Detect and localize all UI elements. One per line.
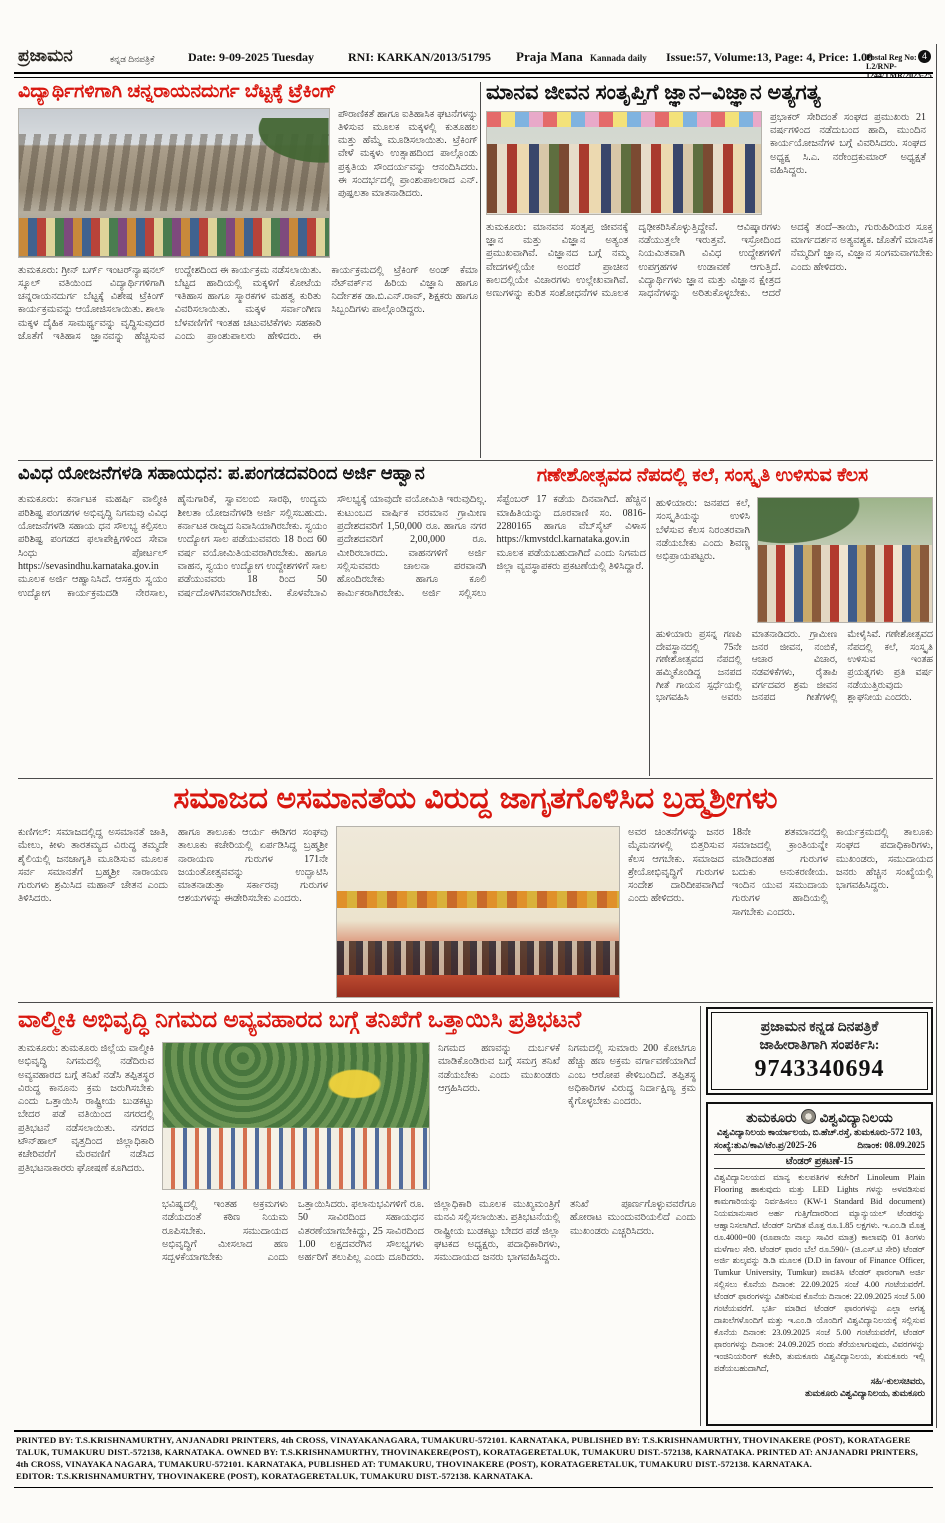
advertisement-box [706,1007,933,1095]
trekking-hill-photo [18,108,330,258]
article-ganesh-side-column: ಹುಳಿಯಾರು: ಜನಪದ ಕಲೆ, ಸಂಸ್ಕೃತಿಯನ್ನು ಉಳಿಸಿ ಬೆಳೆಸುವ ಕೆಲಸ ನಿರಂತರವಾಗಿ ನಡೆಯಬೇಕು ಎಂದು ಶಿವಣ್ಣ ಅಭಿಪ್ರಾಯಪಟ್ಟರು. [656,498,750,563]
ganesh-event-photo [757,497,933,623]
article-valmiki-lead-column: ತುಮಕೂರು: ತುಮಕೂರು ಜಿಲ್ಲೆಯ ವಾಲ್ಮೀಕಿ ಅಭಿವೃದ್ಧಿ ನಿಗಮದಲ್ಲಿ ನಡೆದಿರುವ ಅವ್ಯವಹಾರದ ಬಗ್ಗೆ ತನಿಖೆ ನಡೆಸಿ ತಪ್ಪಿತಸ್ಥರ ವಿರುದ್ಧ ಕಾನೂನು ಕ್ರಮ ಜರುಗಿಸಬೇಕು ಎಂದು ಒತ್ತಾಯಿಸಿ ರಾಷ್ಟ್ರೀಯ ಬುಡಕಟ್ಟು ಬೇದರ ಪಡೆ ವತಿಯಿಂದ ನಗರದಲ್ಲಿ ಪ್ರತಿಭಟನೆ ನಡೆಸಲಾಯಿತು. ನಗರದ ಟೌನ್‌ಹಾಲ್ ವೃತ್ತದಿಂದ ಜಿಲ್ಲಾಧಿಕಾರಿ ಕಚೇರಿವರೆಗೆ ಮೆರವಣಿಗೆ ನಡೆಸಿದ ಪ್ರತಿಭಟನಾಕಾರರು ಘೋಷಣೆ ಕೂಗಿದರು. [18,1043,154,1174]
article-valmiki-body: ಭವಿಷ್ಯದಲ್ಲಿ ಇಂತಹ ಅಕ್ರಮಗಳು ನಡೆಯದಂತೆ ಕಠಿಣ ನಿಯಮ ರೂಪಿಸಬೇಕು. ಸಮುದಾಯದ ಅಭಿವೃದ್ಧಿಗೆ ಮೀಸಲಾದ ಹಣ ಸದ್ಬಳಕೆಯಾಗಬೇಕು ಎಂದು ಒತ್ತಾಯಿಸಿದರು. ಫಲಾನುಭವಿಗಳಿಗೆ ರೂ. 50 ಸಾವಿರದಿಂದ ಸಹಾಯಧನ ವಿತರಣೆಯಾಗಬೇಕಿದ್ದು, 25 ಸಾವಿರದಿಂದ 1.00 ಲಕ್ಷದವರೆಗಿನ ಸೌಲಭ್ಯಗಳು ಅರ್ಹರಿಗೆ ತಲುಪಿಲ್ಲ ಎಂದು ದೂರಿದರು. ಜಿಲ್ಲಾಧಿಕಾರಿ ಮೂಲಕ ಮುಖ್ಯಮಂತ್ರಿಗೆ ಮನವಿ ಸಲ್ಲಿಸಲಾಯಿತು. ಪ್ರತಿಭಟನೆಯಲ್ಲಿ ರಾಷ್ಟ್ರೀಯ ಬುಡಕಟ್ಟು ಬೇದರ ಪಡೆ ಜಿಲ್ಲಾ ಘಟಕದ ಅಧ್ಯಕ್ಷರು, ಪದಾಧಿಕಾರಿಗಳು, ಸಮುದಾಯದ ಜನರು ಭಾಗವಹಿಸಿದ್ದರು. ತನಿಖೆ ಪೂರ್ಣಗೊಳ್ಳುವವರೆಗೂ ಹೋರಾಟ ಮುಂದುವರಿಯಲಿದೆ ಎಂದು ಮುಖಂಡರು ಎಚ್ಚರಿಸಿದರು. [162,1199,696,1264]
row-divider-2 [18,778,933,779]
brahmashree-col-right-1: ಅವರ ಚಿಂತನೆಗಳನ್ನು ಜನರ ಮೈಮನಗಳಲ್ಲಿ ಬಿತ್ತರಿಸುವ ಕೆಲಸ ಆಗಬೇಕು. ಸಮಾಜದ ಶ್ರೇಯೋಭಿವೃದ್ಧಿಗೆ ಗುರುಗಳ ಸಂದೇಶ ದಾರಿದೀಪವಾಗಿದೆ ಎಂದು ಹೇಳಿದರು. [628,827,724,905]
jayanti-stage-photo [336,826,620,998]
imprint-line-3: 4th CROSS, VINAYAKA NAGARA, TUMAKURU-572101. KARNATAKA, PUBLISHED AT: TUMAKURU, THOVINAKERE (POST), KORATAGERETALUK, TUMAKURU DIST.-572138. KARNATAKA. [16,1458,812,1469]
page-number-badge: 4 [918,50,931,63]
article-trekking-headline: ವಿದ್ಯಾರ್ಥಿಗಳಿಗಾಗಿ ಚನ್ನರಾಯನದುರ್ಗ ಬೆಟ್ಟಕ್ಕೆ ಟ್ರೆಕಿಂಗ್ [18,81,337,102]
column-divider-3 [700,1006,701,1426]
tender-org-left: ತುಮಕೂರು [746,1110,797,1125]
article-valmiki-top-col-1: ನಿಗಮದ ಹಣವನ್ನು ದುರ್ಬಳಕೆ ಮಾಡಿಕೊಂಡಿರುವ ಬಗ್ಗೆ ಸಮಗ್ರ ತನಿಖೆ ನಡೆಯಬೇಕು ಎಂದು ಮುಖಂಡರು ಆಗ್ರಹಿಸಿದರು. [438,1043,560,1094]
imprint-line-1: PRINTED BY: T.S.KRISHNAMURTHY, ANJANADRI PRINTERS, 4th CROSS, VINAYAKANAGARA, TUMAKURU-572101. KARNATAKA, PUBLISHED BY: T.S.KRISHNAMURTHY, THOVINAKERE (POST), KORATAGERE [16,1435,911,1445]
page-edge-rule [936,44,937,1428]
brahmashree-col-right-2: 18ನೇ ಶತಮಾನದಲ್ಲಿ ಸಮಾಜದಲ್ಲಿ ಕ್ರಾಂತಿಯನ್ನೇ ಮಾಡಿದಂತಹ ಗುರುಗಳ ಬದುಕು ಅನುಕರಣೀಯ. ಇಂದಿನ ಯುವ ಸಮುದಾಯ ಗುರುಗಳ ಹಾದಿಯಲ್ಲಿ ಸಾಗಬೇಕು ಎಂದರು. [732,827,828,918]
article-brahmashree-headline: ಸಮಾಜದ ಅಸಮಾನತೆಯ ವಿರುದ್ದ ಜಾಗೃತಗೊಳಿಸಿದ ಬ್ರಹ್ಮಶ್ರೀಗಳು [173,782,778,815]
tender-title: ಟೆಂಡರ್ ಪ್ರಕಟಣೆ-15 [714,1154,925,1169]
masthead-date: Date: 9-09-2025 Tuesday [188,50,315,64]
article-brahmashree [18,826,933,998]
masthead-rule [14,72,933,78]
article-knowledge-body: ತುಮಕೂರು: ಮಾನವನ ಸಂತೃಪ್ತ ಜೀವನಕ್ಕೆ ಜ್ಞಾನ ಮತ್ತು ವಿಜ್ಞಾನ ಅತ್ಯಂತ ಪ್ರಮುಖವಾಗಿವೆ. ವಿಜ್ಞಾನದ ಬಗ್ಗೆ ನಮ್ಮ ವೇದಗಳಲ್ಲಿಯೇ ಅಂದರೆ ಪ್ರಾಚೀನ ಕಾಲದಲ್ಲಿಯೇ ವಿಚಾರಗಳು ಉಲ್ಲೇಖವಾಗಿವೆ. ಅಣುಗಳನ್ನು ಕುರಿತ ಸಂಶೋಧನೆಗಳ ಮೂಲಕ ದೃಢೀಕರಿಸಿಕೊಳ್ಳುತ್ತಿದ್ದೇವೆ. ಆವಿಷ್ಕಾರಗಳು ನಡೆಯುತ್ತಲೇ ಇರುತ್ತವೆ. ಇಸ್ರೋದಿಂದ ನಿಯಮಿತವಾಗಿ ವಿವಿಧ ಉದ್ದೇಶಗಳಿಗೆ ಉಪಗ್ರಹಗಳ ಉಡಾವಣೆ ಆಗುತ್ತಿದೆ. ವಿದ್ಯಾರ್ಥಿಗಳು ಜ್ಞಾನ ಮತ್ತು ವಿಜ್ಞಾನ ಕ್ಷೇತ್ರದ ಸಾಧನೆಗಳನ್ನು ಅರಿತುಕೊಳ್ಳಬೇಕು. ಆದರೆ ಅದಕ್ಕೆ ತಂದೆ–ತಾಯಿ, ಗುರುಹಿರಿಯರ ಸೂಕ್ತ ಮಾರ್ಗದರ್ಶನ ಅತ್ಯವಶ್ಯಕ. ಜೊತೆಗೆ ಮಾನಸಿಕ ನೆಮ್ಮದಿಗೆ ಜ್ಞಾನ, ವಿಜ್ಞಾನ ಸಂಗಮವಾಗಬೇಕು ಎಂದು ಹೇಳಿದರು. [486,221,933,300]
article-subsidy-body: ತುಮಕೂರು: ಕರ್ನಾಟಕ ಮಹರ್ಷಿ ವಾಲ್ಮೀಕಿ ಪರಿಶಿಷ್ಟ ಪಂಗಡಗಳ ಅಭಿವೃದ್ಧಿ ನಿಗಮವು ವಿವಿಧ ಯೋಜನೆಗಳಡಿ ಸಹಾಯ ಧನ ಸೌಲಭ್ಯ ಕಲ್ಪಿಸಲು ಪರಿಶಿಷ್ಟ ಪಂಗಡದ ಫಲಾಪೇಕ್ಷಿಗಳಿಂದ ಸೇವಾ ಸಿಂಧು ಪೋರ್ಟಲ್ https://sevasindhu.karnataka.gov.in ಮೂಲಕ ಅರ್ಜಿ ಆಹ್ವಾನಿಸಿದೆ. ಆಸಕ್ತರು ಸ್ವಯಂ ಉದ್ಯೋಗ ಕಾರ್ಯಕ್ರಮದಡಿ ನೇರಸಾಲ, ಹೈನುಗಾರಿಕೆ, ಸ್ವಾವಲಂಬಿ ಸಾರಥಿ, ಉದ್ಯಮ ಶೀಲತಾ ಯೋಜನೆಗಳಡಿ ಅರ್ಜಿ ಸಲ್ಲಿಸಬಹುದು. ಕರ್ನಾಟಕ ರಾಜ್ಯದ ನಿವಾಸಿಯಾಗಿರಬೇಕು. ಸ್ವಯಂ ಉದ್ಯೋಗ ಸಾಲ ಪಡೆಯುವವರು 18 ರಿಂದ 60 ವರ್ಷ ವಯೋಮಿತಿಯವರಾಗಿರಬೇಕು. ಹಾಗೂ ವಾಹನ, ಸ್ವಯಂ ಉದ್ಯೋಗ ಉದ್ದೇಶಗಳಿಗೆ ಸಾಲ ಪಡೆಯುವವರು 18 ರಿಂದ 50 ವರ್ಷದೊಳಗಿನವರಾಗಿರಬೇಕು. ಕೊಳವೆಬಾವಿ ಸೌಲಭ್ಯಕ್ಕೆ ಯಾವುದೇ ವಯೋಮಿತಿ ಇರುವುದಿಲ್ಲ. ಕುಟುಂಬದ ವಾರ್ಷಿಕ ವರಮಾನ ಗ್ರಾಮೀಣ ಪ್ರದೇಶದವರಿಗೆ 1,50,000 ರೂ. ಹಾಗೂ ನಗರ ಪ್ರದೇಶದವರಿಗೆ 2,00,000 ರೂ. ಮೀರಿರಬಾರದು. ವಾಹನಗಳಿಗೆ ಅರ್ಜಿ ಸಲ್ಲಿಸುವವರು ಚಾಲನಾ ಪರವಾನಗಿ ಹೊಂದಿರಬೇಕು ಹಾಗೂ ಕೂಲಿ ಕಾರ್ಮಿಕರಾಗಿರಬೇಕು. ಅರ್ಜಿ ಸಲ್ಲಿಸಲು ಸೆಪ್ಟೆಂಬರ್ 17 ಕಡೆಯ ದಿನವಾಗಿದೆ. ಹೆಚ್ಚಿನ ಮಾಹಿತಿಯನ್ನು ದೂರವಾಣಿ ಸಂ. 0816-2280165 ಹಾಗೂ ವೆಬ್‌ಸೈಟ್ ವಿಳಾಸ https://kmvstdcl.karnataka.gov.in ಮೂಲಕ ಪಡೆಯಬಹುದಾಗಿದೆ ಎಂದು ನಿಗಮದ ಜಿಲ್ಲಾ ವ್ಯವಸ್ಥಾಪಕರು ಪ್ರಕಟಣೆಯಲ್ಲಿ ತಿಳಿಸಿದ್ದಾರೆ. [18,494,646,599]
tender-signature-2: ತುಮಕೂರು ವಿಶ್ವವಿದ್ಯಾನಿಲಯ, ತುಮಕೂರು [804,1387,925,1398]
brahmashree-col-right-3: ಕಾರ್ಯಕ್ರಮದಲ್ಲಿ ತಾಲೂಕು ಸಂಘದ ಪದಾಧಿಕಾರಿಗಳು, ಮುಖಂಡರು, ಸಮುದಾಯದ ಜನರು ಹೆಚ್ಚಿನ ಸಂಖ್ಯೆಯಲ್ಲಿ ಭಾಗವಹಿಸಿದ್ದರು. [836,827,933,892]
paper-logo-kannada: ಪ್ರಜಾಮನ [18,46,73,65]
ad-phone-number: 9743340694 [754,1055,885,1082]
article-subsidy [18,464,646,776]
article-ganesh [656,497,933,776]
article-subsidy-headline: ವಿವಿಧ ಯೋಜನೆಗಳಡಿ ಸಹಾಯಧನ: ಪ.ಪಂಗಡದವರಿಂದ ಅರ್ಜಿ ಆಹ್ವಾನ [18,463,425,483]
protest-march-photo [162,1042,430,1190]
function-group-photo [486,111,762,215]
tender-body: ವಿಶ್ವವಿದ್ಯಾನಿಲಯದ ಮಾನ್ಯ ಕುಲಪತಿಗಳ ಕಚೇರಿಗೆ Linoleum Plain Flooring ಹಾಕುವುದು ಮತ್ತು LED Lights ಗಳನ್ನು ಅಳವಡಿಸುವ ಕಾಮಗಾರಿಯನ್ನು ನಿರ್ವಹಿಸಲು (KW-1 Standard Bid document) ನಿಯಮಾನುಸಾರ ಅರ್ಹ ಗುತ್ತಿಗೆದಾರರಿಂದ ಮ್ಯಾನ್ಯುಯಲ್ ಟೆಂಡರನ್ನು ಆಹ್ವಾನಿಸಲಾಗಿದೆ. ಟೆಂಡರ್ ನಿಗದಿತ ಮೊತ್ತ ರೂ.1.85 ಲಕ್ಷಗಳು. ಇ.ಎಂ.ಡಿ ಮೊತ್ತ ರೂ.4000=00 (ರೂಪಾಯಿ ನಾಲ್ಕು ಸಾವಿರ ಮಾತ್ರ) ಕಾಲಾವಧಿ 01 ತಿಂಗಳು ಮಳೆಗಾಲ ಸೇರಿ. ಟೆಂಡರ್ ಫಾರಂ ಬೆಲೆ ರೂ.590/- (ಜಿ.ಎಸ್.ಟಿ ಸೇರಿ) ಟೆಂಡರ್ ಅರ್ಜಿ ಶುಲ್ಕವನ್ನು ಡಿ.ಡಿ ಮೂಲಕ (D.D in favour of Finance Officer, Tumkur University, Tumkur) ಪಾವತಿಸಿ ಟೆಂಡರ್ ಫಾರಂಗಾಗಿ ಅರ್ಜಿ ಸಲ್ಲಿಸಲು ಕೊನೆಯ ದಿನಾಂಕ: 22.09.2025 ಸಂಜೆ 4.00 ಗಂಟೆಯವರೆಗೆ. ಟೆಂಡರ್ ಫಾರಂಗಳನ್ನು ವಿತರಿಸುವ ಕೊನೆಯ ದಿನಾಂಕ: 22.09.2025 ಸಂಜೆ 5.00 ಗಂಟೆಯವರೆಗೆ. ಭರ್ತಿ ಮಾಡಿದ ಟೆಂಡರ್ ಫಾರಂಗಳನ್ನು ಎಲ್ಲಾ ಅಗತ್ಯ ದಾಖಲೆಗಳೊಂದಿಗೆ ಮತ್ತು ಇ.ಎಂ.ಡಿ ಯೊಂದಿಗೆ ವಿಶ್ವವಿದ್ಯಾನಿಲಯಕ್ಕೆ ಸಲ್ಲಿಸುವ ಕೊನೆಯ ದಿನಾಂಕ: 23.09.2025 ಸಂಜೆ 5.00 ಗಂಟೆಯವರೆಗೆ, ಟೆಂಡರ್ ಫಾರಂಗಳನ್ನು ದಿನಾಂಕ: 24.09.2025 ರಂದು ತೆರೆಯಲಾಗುವುದು, ವಿವರಗಳನ್ನು ಇಂಜಿನಿಯರಿಂಗ್ ಕಚೇರಿ, ತುಮಕೂರು ವಿಶ್ವವಿದ್ಯಾನಿಲಯ, ತುಮಕೂರು ಇಲ್ಲಿ ಪಡೆಯಬಹುದಾಗಿದೆ, [714,1173,925,1373]
paper-name-english-sub: Kannada daily [590,53,647,63]
tender-signature-1: ಸಹಿ/-ಕುಲಸಚಿವರು, [870,1375,925,1386]
imprint-line-2: TALUK, TUMAKURU DIST.-572138, KARNATAKA. OWNED BY: T.S.KRISHNAMURTHY, THOVINAKERE(POST), KORATAGERETALUK, TUMAKURU DIST.-572138, KARNATAKA. PRINTED AT: ANJANADRI PRINTERS, [16,1446,918,1457]
paper-logo-subtitle: ಕನ್ನಡ ದಿನಪತ್ರಿಕೆ [110,54,155,64]
article-ganesh-body: ಹುಳಿಯಾರು ಪ್ರಸನ್ನ ಗಣಪಿ ದೇವಸ್ಥಾನದಲ್ಲಿ 75ನೇ ಗಣೇಶೋತ್ಸವದ ನೆಪದಲ್ಲಿ ಹಮ್ಮಿಕೊಂಡಿದ್ದ ಜನಪದ ಗೀತೆ ಗಾಯನ ಸ್ಪರ್ಧೆಯಲ್ಲಿ ಭಾಗವಹಿಸಿ ಅವರು ಮಾತನಾಡಿದರು. ಗ್ರಾಮೀಣ ಜನರ ಜೀವನ, ನಂಬಿಕೆ, ಆಚಾರ ವಿಚಾರ, ನಡವಳಿಕೆಗಳು, ರೈತಾಪಿ ವರ್ಗದವರ ಶ್ರಮ ಜೀವನ ಜನಪದ ಗೀತೆಗಳಲ್ಲಿ ಮೇಳೈಸಿವೆ. ಗಣೇಶೋತ್ಸವದ ನೆಪದಲ್ಲಿ ಕಲೆ, ಸಂಸ್ಕೃತಿ ಉಳಿಸುವ ಇಂತಹ ಪ್ರಯತ್ನಗಳು ಪ್ರತಿ ವರ್ಷ ನಡೆಯುತ್ತಿರುವುದು ಶ್ಲಾಘನೀಯ ಎಂದರು. [656,630,933,704]
article-valmiki-headline: ವಾಲ್ಮೀಕಿ ಅಭಿವೃದ್ಧಿ ನಿಗಮದ ಅವ್ಯವಹಾರದ ಬಗ್ಗೆ ತನಿಖೆಗೆ ಒತ್ತಾಯಿಸಿ ಪ್ರತಿಭಟನೆ [18,1006,582,1032]
university-emblem-icon [801,1109,816,1124]
masthead [18,44,933,80]
brahmashree-col-left-1: ಕುಣಿಗಲ್: ಸಮಾಜದಲ್ಲಿದ್ದ ಅಸಮಾನತೆ ಜಾತಿ, ಮೇಲು, ಕೀಳು ತಾರತಮ್ಯದ ವಿರುದ್ಧ ತಮ್ಮದೇ ಶೈಲಿಯಲ್ಲಿ ಜನಜಾಗೃತಿ ಮೂಡಿಸುವ ಮೂಲಕ ಸರ್ವ ಸಮಾನತೆಗೆ ಬ್ರಹ್ಮಶ್ರೀ ನಾರಾಯಣ ಗುರುಗಳು ಶ್ರಮಿಸಿದ ಮಹಾನ್ ಚೇತನ ಎಂದು ತಿಳಿಸಿದರು. [18,827,168,905]
imprint-footer [14,1430,933,1488]
masthead-rni: RNI: KARKAN/2013/51795 [348,50,491,64]
tender-address: ವಿಶ್ವವಿದ್ಯಾನಿಲಯ ಕಾರ್ಯಾಲಯ, ಬಿ.ಹೆಚ್.ರಸ್ತೆ, ತುಮಕೂರು-572 103, [716,1127,923,1137]
article-knowledge-science [486,82,933,458]
row-divider-1 [18,460,933,461]
article-trekking-side-column: ಪೌರಾಣಿಕತೆ ಹಾಗೂ ಐತಿಹಾಸಿಕ ಘಟನೆಗಳನ್ನು ತಿಳಿಸುವ ಮೂಲಕ ಮಕ್ಕಳಲ್ಲಿ ಕುತೂಹಲ ಮತ್ತು ಹೆಮ್ಮೆ ಮೂಡಿಸಲಾಯಿತು. ಟ್ರೆಕಿಂಗ್ ವೇಳೆ ಮಕ್ಕಳು ಉತ್ಸಾಹದಿಂದ ಪಾಲ್ಗೊಂಡು ಪ್ರಕೃತಿಯ ಸೌಂದರ್ಯವನ್ನು ಆನಂದಿಸಿದರು. ಈ ಸಂದರ್ಭದಲ್ಲಿ ಪ್ರಾಂಶುಪಾಲರಾದ ಎನ್. ಪುಷ್ಪಲತಾ ಮಾತನಾಡಿದರು. [338,108,478,200]
imprint-line-4: EDITOR: T.S.KRISHNAMURTHY, THOVINAKERE (POST), KORATAGERETALUK, TUMAKURU DIST.-572138. KARNATAKA. [16,1470,533,1481]
article-ganesh-headline: ಗಣೇಶೋತ್ಸವದ ನೆಪದಲ್ಲಿ ಕಲೆ, ಸಂಸ್ಕೃತಿ ಉಳಿಸುವ ಕೆಲಸ [536,465,869,486]
tender-number: ಸಂಖ್ಯೆ:ತುವಿ/ಕಾವಿ/ಟೆಂ.ಪ್ರ/2025-26 [714,1140,817,1150]
ad-contact-label: ಜಾಹೀರಾತಿಗಾಗಿ ಸಂಪರ್ಕಿಸಿ: [759,1037,880,1053]
brahmashree-col-left-2: ಹಾಗೂ ತಾಲೂಕು ಆರ್ಯ ಈಡಿಗರ ಸಂಘವು ತಾಲೂಕು ಕಚೇರಿಯಲ್ಲಿ ಏರ್ಪಡಿಸಿದ್ದ ಬ್ರಹ್ಮಶ್ರೀ ನಾರಾಯಣ ಗುರುಗಳ 171ನೇ ಜಯಂತೋತ್ಸವವನ್ನು ಉದ್ಘಾಟಿಸಿ ಮಾತನಾಡುತ್ತಾ ಸರ್ಕಾರವು ಗುರುಗಳ ಆಶಯಗಳನ್ನು ಈಡೇರಿಸಬೇಕು ಎಂದರು. [178,827,328,905]
tender-date: ದಿನಾಂಕ: 08.09.2025 [857,1140,925,1150]
tender-org-right: ವಿಶ್ವವಿದ್ಯಾನಿಲಯ [819,1110,893,1125]
tender-notice-box [706,1102,933,1426]
masthead-postal-reg: Postal Reg No: L2/RNP-1244/TMR/2023-25 [866,53,932,80]
ad-paper-name: ಪ್ರಜಾಮನ ಕನ್ನಡ ದಿನಪತ್ರಿಕೆ [760,1019,879,1035]
column-divider-1 [480,82,481,458]
article-trekking-body: ತುಮಕೂರು: ಗ್ರೀನ್ ಬರ್ಗ್ ಇಂಟರ್‌ನ್ಯಾಷನಲ್ ಸ್ಕೂಲ್ ವತಿಯಿಂದ ವಿದ್ಯಾರ್ಥಿಗಳಿಗಾಗಿ ಚನ್ನರಾಯನದುರ್ಗ ಬೆಟ್ಟಕ್ಕೆ ವಿಶೇಷ ಟ್ರೆಕಿಂಗ್ ಕಾರ್ಯಕ್ರಮವನ್ನು ಆಯೋಜಿಸಲಾಯಿತು. ಶಾಲಾ ಮಕ್ಕಳ ದೈಹಿಕ ಸಾಮರ್ಥ್ಯವನ್ನು ವೃದ್ಧಿಸುವುದರ ಜೊತೆಗೆ ಇತಿಹಾಸ ಜ್ಞಾನವನ್ನು ಹೆಚ್ಚಿಸುವ ಉದ್ದೇಶದಿಂದ ಈ ಕಾರ್ಯಕ್ರಮ ನಡೆಸಲಾಯಿತು. ಬೆಟ್ಟದ ಹಾದಿಯಲ್ಲಿ ಮಕ್ಕಳಿಗೆ ಕೋಟೆಯ ಇತಿಹಾಸ ಹಾಗೂ ಸ್ಮಾರಕಗಳ ಮಹತ್ವ ಕುರಿತು ವಿವರಿಸಲಾಯಿತು. ಮಕ್ಕಳ ಸರ್ವಾಂಗೀಣ ಬೆಳವಣಿಗೆಗೆ ಇಂತಹ ಚಟುವಟಿಕೆಗಳು ಸಹಕಾರಿ ಎಂದು ಪ್ರಾಂಶುಪಾಲರು ಹೇಳಿದರು. ಈ ಕಾರ್ಯಕ್ರಮದಲ್ಲಿ ಟ್ರೆಕಿಂಗ್ ಅಂಡ್ ಕೆಮಾ ನೆಟ್‌ವರ್ಕ್‌ನ ಹಿರಿಯ ವಿಜ್ಞಾನಿ ಹಾಗೂ ನಿರ್ದೇಶಕ ಡಾ.ಬಿ.ಎನ್.ರಾವ್, ಶಿಕ್ಷಕರು ಹಾಗೂ ಸಿಬ್ಬಂದಿಗಳು ಪಾಲ್ಗೊಂಡಿದ್ದರು. [18,264,478,342]
column-divider-2 [649,497,650,776]
article-valmiki-top-col-2: ನಿಗಮದಲ್ಲಿ ಸುಮಾರು 200 ಕೋಟಿಗೂ ಹೆಚ್ಚು ಹಣ ಅಕ್ರಮ ವರ್ಗಾವಣೆಯಾಗಿದೆ ಎಂಬ ಆರೋಪ ಕೇಳಿಬಂದಿದೆ. ತಪ್ಪಿತಸ್ಥ ಅಧಿಕಾರಿಗಳ ವಿರುದ್ಧ ನಿರ್ದಾಕ್ಷಿಣ್ಯ ಕ್ರಮ ಕೈಗೊಳ್ಳಬೇಕು ಎಂದರು. [568,1043,696,1108]
article-valmiki [18,1042,696,1426]
article-knowledge-headline: ಮಾನವ ಜೀವನ ಸಂತೃಪ್ತಿಗೆ ಜ್ಞಾನ–ವಿಜ್ಞಾನ ಅತ್ಯಗತ್ಯ [486,81,821,104]
masthead-issue-info: Issue:57, Volume:13, Page: 4, Price: 1.00 [666,50,873,64]
article-knowledge-side-column: ಪ್ರಭಾಕರ್ ಸೇರಿದಂತೆ ಸಂಘದ ಪ್ರಮುಖರು 21 ವರ್ಷಗಳಿಂದ ನಡೆದುಬಂದ ಹಾದಿ, ಮುಂದಿನ ಕಾರ್ಯಯೋಜನೆಗಳ ಬಗ್ಗೆ ವಿವರಿಸಿದರು. ಸಂಘದ ಅಧ್ಯಕ್ಷ ಸಿ.ಎ. ನರೇಂದ್ರಕುಮಾರ್ ಅಧ್ಯಕ್ಷತೆ ವಹಿಸಿದ್ದರು. [770,111,926,176]
article-trekking [18,82,478,458]
paper-name-english: Praja Mana [516,49,583,64]
row-divider-3 [18,1002,933,1003]
